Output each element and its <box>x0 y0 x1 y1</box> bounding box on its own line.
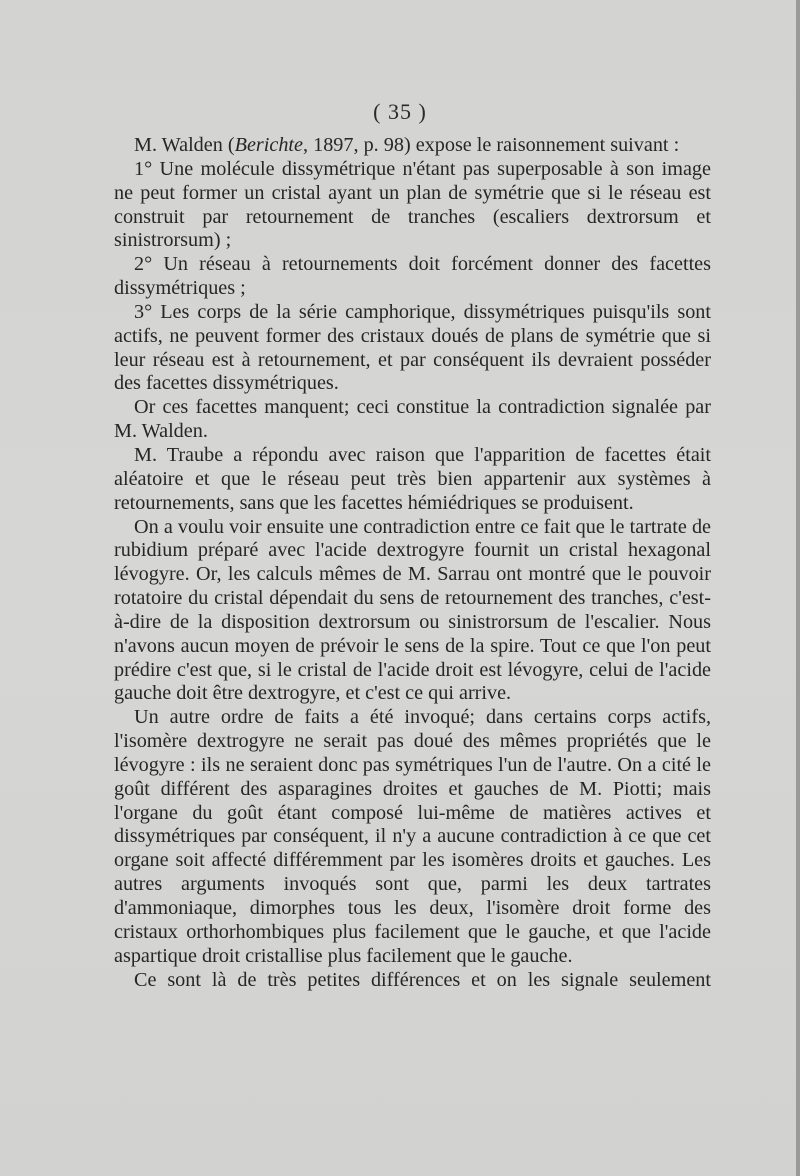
paragraph-walden-intro <box>114 134 711 158</box>
paragraph-walden-intro-after: , 1897, p. 98) expose le raisonnement suivant : <box>303 134 680 156</box>
paragraph-traube: M. Traube a répondu avec raison que l'apparition de facettes était aléatoire et que le réseau peut très bien appartenir aux systèmes à retournements, sans que les facettes hémiédriques se produisent. <box>114 443 711 514</box>
paragraph-contradiction: Or ces facettes manquent; ceci constitue la contradiction signalée par M. Walden. <box>114 396 711 443</box>
paragraph-point-1: 1° Une molécule dissymétrique n'étant pas superposable à son image ne peut former un cristal ayant un plan de symétrie que si le réseau est construit par retournement de tranches (escaliers dextrorsum et sinistrorsum) ; <box>114 157 711 252</box>
paragraph-other-facts: Un autre ordre de faits a été invoqué; dans certains corps actifs, l'isomère dextrogyre ne serait pas doué des mêmes propriétés que le lévogyre : ils ne seraient donc pas symétriques l'un de l'autre. On a cité le goût différent des asparagines droites et gauches de M. Piotti; mais l'organe du goût étant composé lui-même de matières actives et dissymétriques par conséquent, il n'y a aucune contradiction à ce que cet organe soit affecté différemment par les isomères droits et gauches. Les autres arguments invoqués sont que, parmi les deux tartrates d'ammoniaque, dimorphes tous les deux, l'isomère droit forme des cristaux orthorhombiques plus facilement que le gauche, et que l'acide aspartique droit cristallise plus facilement que le gauche. <box>114 706 711 967</box>
paragraph-point-3: 3° Les corps de la série camphorique, dissymétriques puisqu'ils sont actifs, ne peuvent former des cristaux doués de plans de symétrie que si leur réseau est à retournement, et par conséquent ils devraient posséder des facettes dissymétriques. <box>114 300 711 395</box>
page-number-header: ( 35 ) <box>373 99 427 124</box>
paragraph-rubidium: On a voulu voir ensuite une contradiction entre ce fait que le tartrate de rubidium préparé avec l'acide dextrogyre fournit un cristal hexagonal lévogyre. Or, les calculs mêmes de M. Sarrau ont montré que le pouvoir rotatoire du cristal dépendait du sens de retournement des tranches, c'est-à-dire de la disposition dextrorsum ou sinistrorsum de l'escalier. Nous n'avons aucun moyen de prévoir le sens de la spire. Tout ce que l'on peut prédire c'est que, si le cristal de l'acide droit est lévogyre, celui de l'acide gauche doit être dextrogyre, et c'est ce qui arrive. <box>114 515 711 705</box>
citation-berichte: Berichte <box>234 134 303 156</box>
paragraph-point-2: 2° Un réseau à retournements doit forcément donner des facettes dissymétriques ; <box>114 253 711 300</box>
paragraph-small-differences: Ce sont là de très petites différences et on les signale seulement <box>134 968 711 991</box>
paragraph-walden-intro-before: M. Walden ( <box>134 134 235 156</box>
body-text <box>114 134 711 992</box>
page-edge-shadow <box>796 0 800 1176</box>
